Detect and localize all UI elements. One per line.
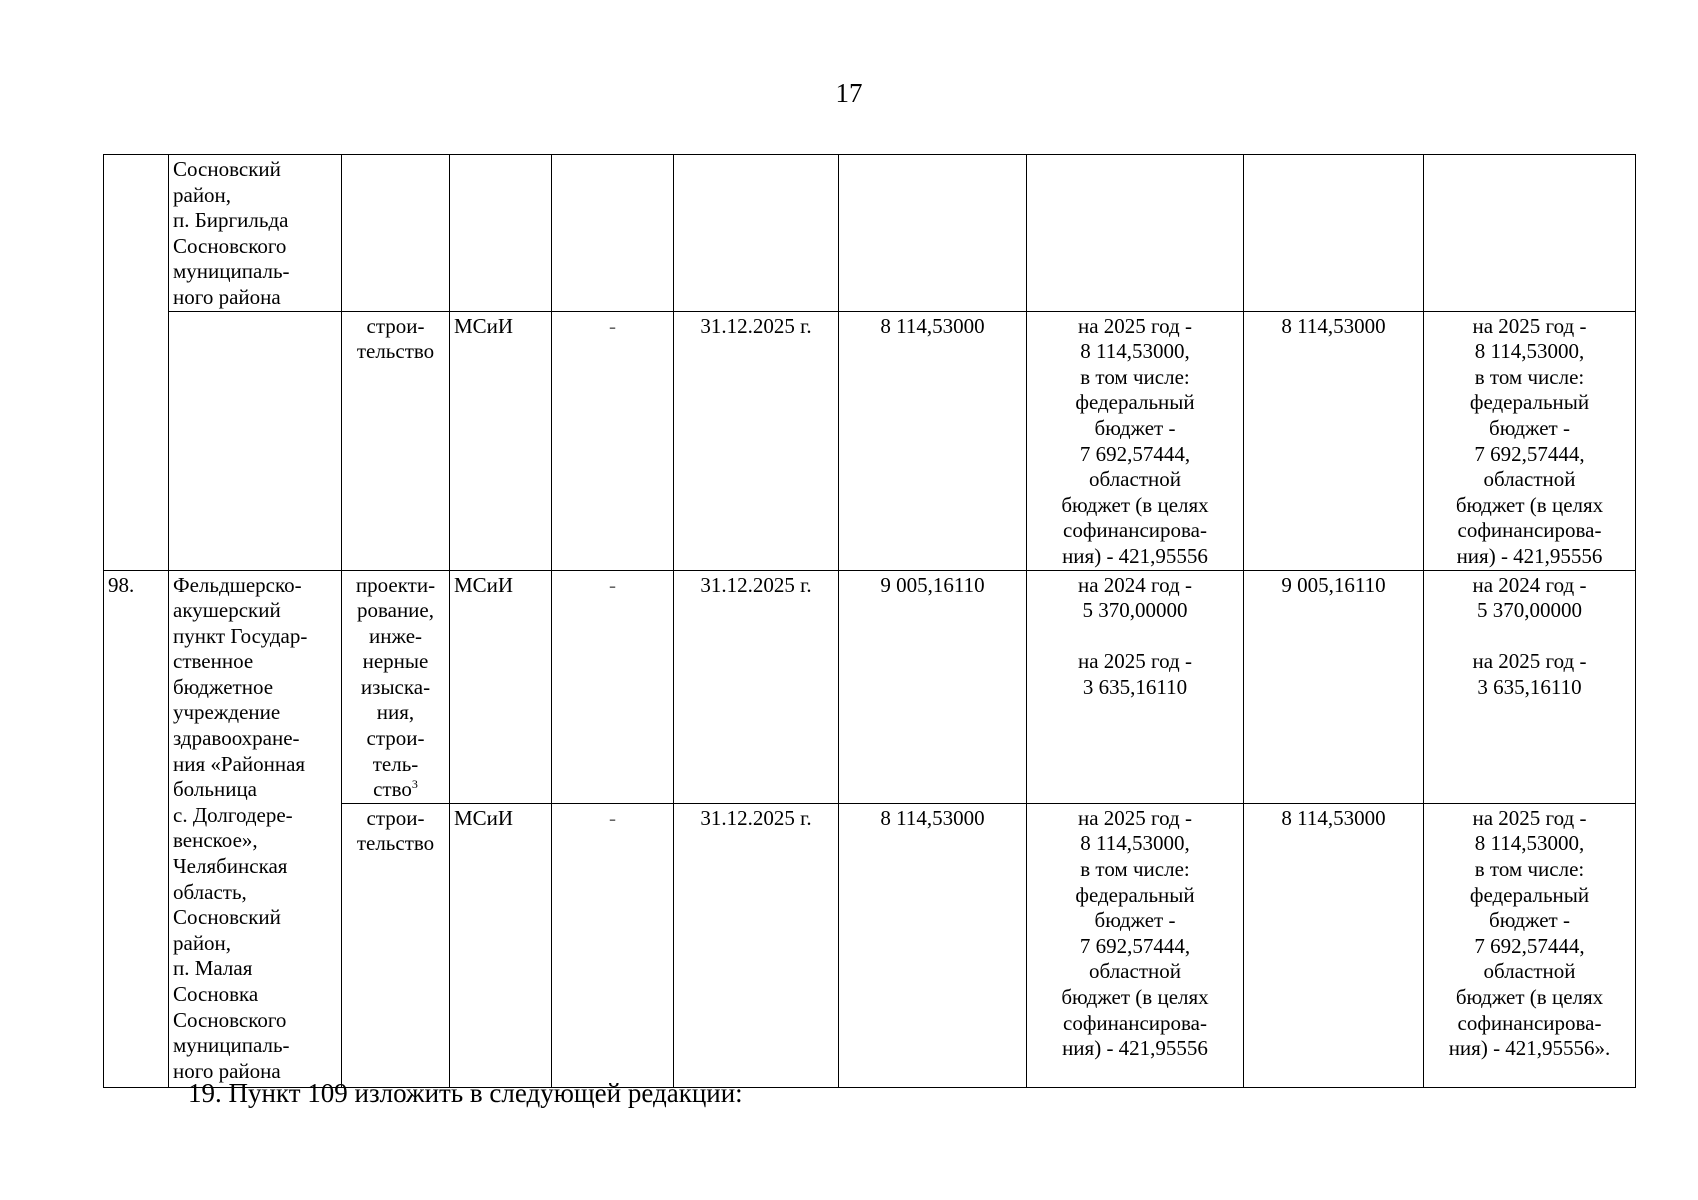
dash-cell: - xyxy=(552,311,674,570)
object-name-cell: Фельдшерско- акушерский пункт Государ- ственное бюджетное учреждение здравоохране- ния «Районная больница с. Долгодере- венское», Челябинская область, Сосновский район, п. Малая Сосновка Сосновского муниципаль- ного района xyxy=(169,570,342,1087)
date-cell: 31.12.2025 г. xyxy=(674,803,839,1087)
agency-cell: МСиИ xyxy=(450,803,552,1087)
table-row xyxy=(104,570,1636,803)
work-type-cell: проекти- рование, инже- нерные изыска- ния, строи- тель- ство$^3$ xyxy=(342,570,450,803)
cost-cell-2: 9 005,16110 xyxy=(1244,570,1424,803)
cost-cell-2: 8 114,53000 xyxy=(1244,803,1424,1087)
dash-cell: - xyxy=(552,803,674,1087)
finance-cell-2: на 2025 год - 8 114,53000, в том числе: федеральный бюджет - 7 692,57444, областной бюджет (в целях софинансирова- ния) - 421,95556 xyxy=(1424,311,1636,570)
cost-cell: 9 005,16110 xyxy=(839,570,1027,803)
row-number-cell: 98. xyxy=(104,570,169,1087)
finance-cell-2: на 2025 год - 8 114,53000, в том числе: федеральный бюджет - 7 692,57444, областной бюджет (в целях софинансирова- ния) - 421,95556». xyxy=(1424,803,1636,1087)
amendment-paragraph: 19. Пункт 109 изложить в следующей редакции: xyxy=(188,1078,743,1108)
footnote-marker: 3 xyxy=(411,777,418,792)
cost-cell: 8 114,53000 xyxy=(839,311,1027,570)
page-number: 17 xyxy=(835,78,863,108)
table-row xyxy=(104,311,1636,570)
cost-cell: 8 114,53000 xyxy=(839,803,1027,1087)
cost-cell-2: 8 114,53000 xyxy=(1244,311,1424,570)
table-row xyxy=(104,155,1636,312)
finance-cell: на 2024 год - 5 370,00000 на 2025 год - 3 635,16110 xyxy=(1027,570,1244,803)
agency-cell: МСиИ xyxy=(450,570,552,803)
dash-cell: - xyxy=(552,570,674,803)
work-type-cell: строи- тельство xyxy=(342,803,450,1087)
finance-cell: на 2025 год - 8 114,53000, в том числе: федеральный бюджет - 7 692,57444, областной бюджет (в целях софинансирова- ния) - 421,95556 xyxy=(1027,803,1244,1087)
finance-cell: на 2025 год - 8 114,53000, в том числе: федеральный бюджет - 7 692,57444, областной бюджет (в целях софинансирова- ния) - 421,95556 xyxy=(1027,311,1244,570)
agency-cell: МСиИ xyxy=(450,311,552,570)
finance-cell-2: на 2024 год - 5 370,00000 на 2025 год - 3 635,16110 xyxy=(1424,570,1636,803)
date-cell: 31.12.2025 г. xyxy=(674,570,839,803)
location-cell: Сосновский район, п. Биргильда Сосновского муниципаль- ного района xyxy=(169,155,342,312)
row-number-cell xyxy=(104,155,169,571)
work-type-cell: строи- тельство xyxy=(342,311,450,570)
date-cell: 31.12.2025 г. xyxy=(674,311,839,570)
projects-table xyxy=(103,154,1636,1088)
